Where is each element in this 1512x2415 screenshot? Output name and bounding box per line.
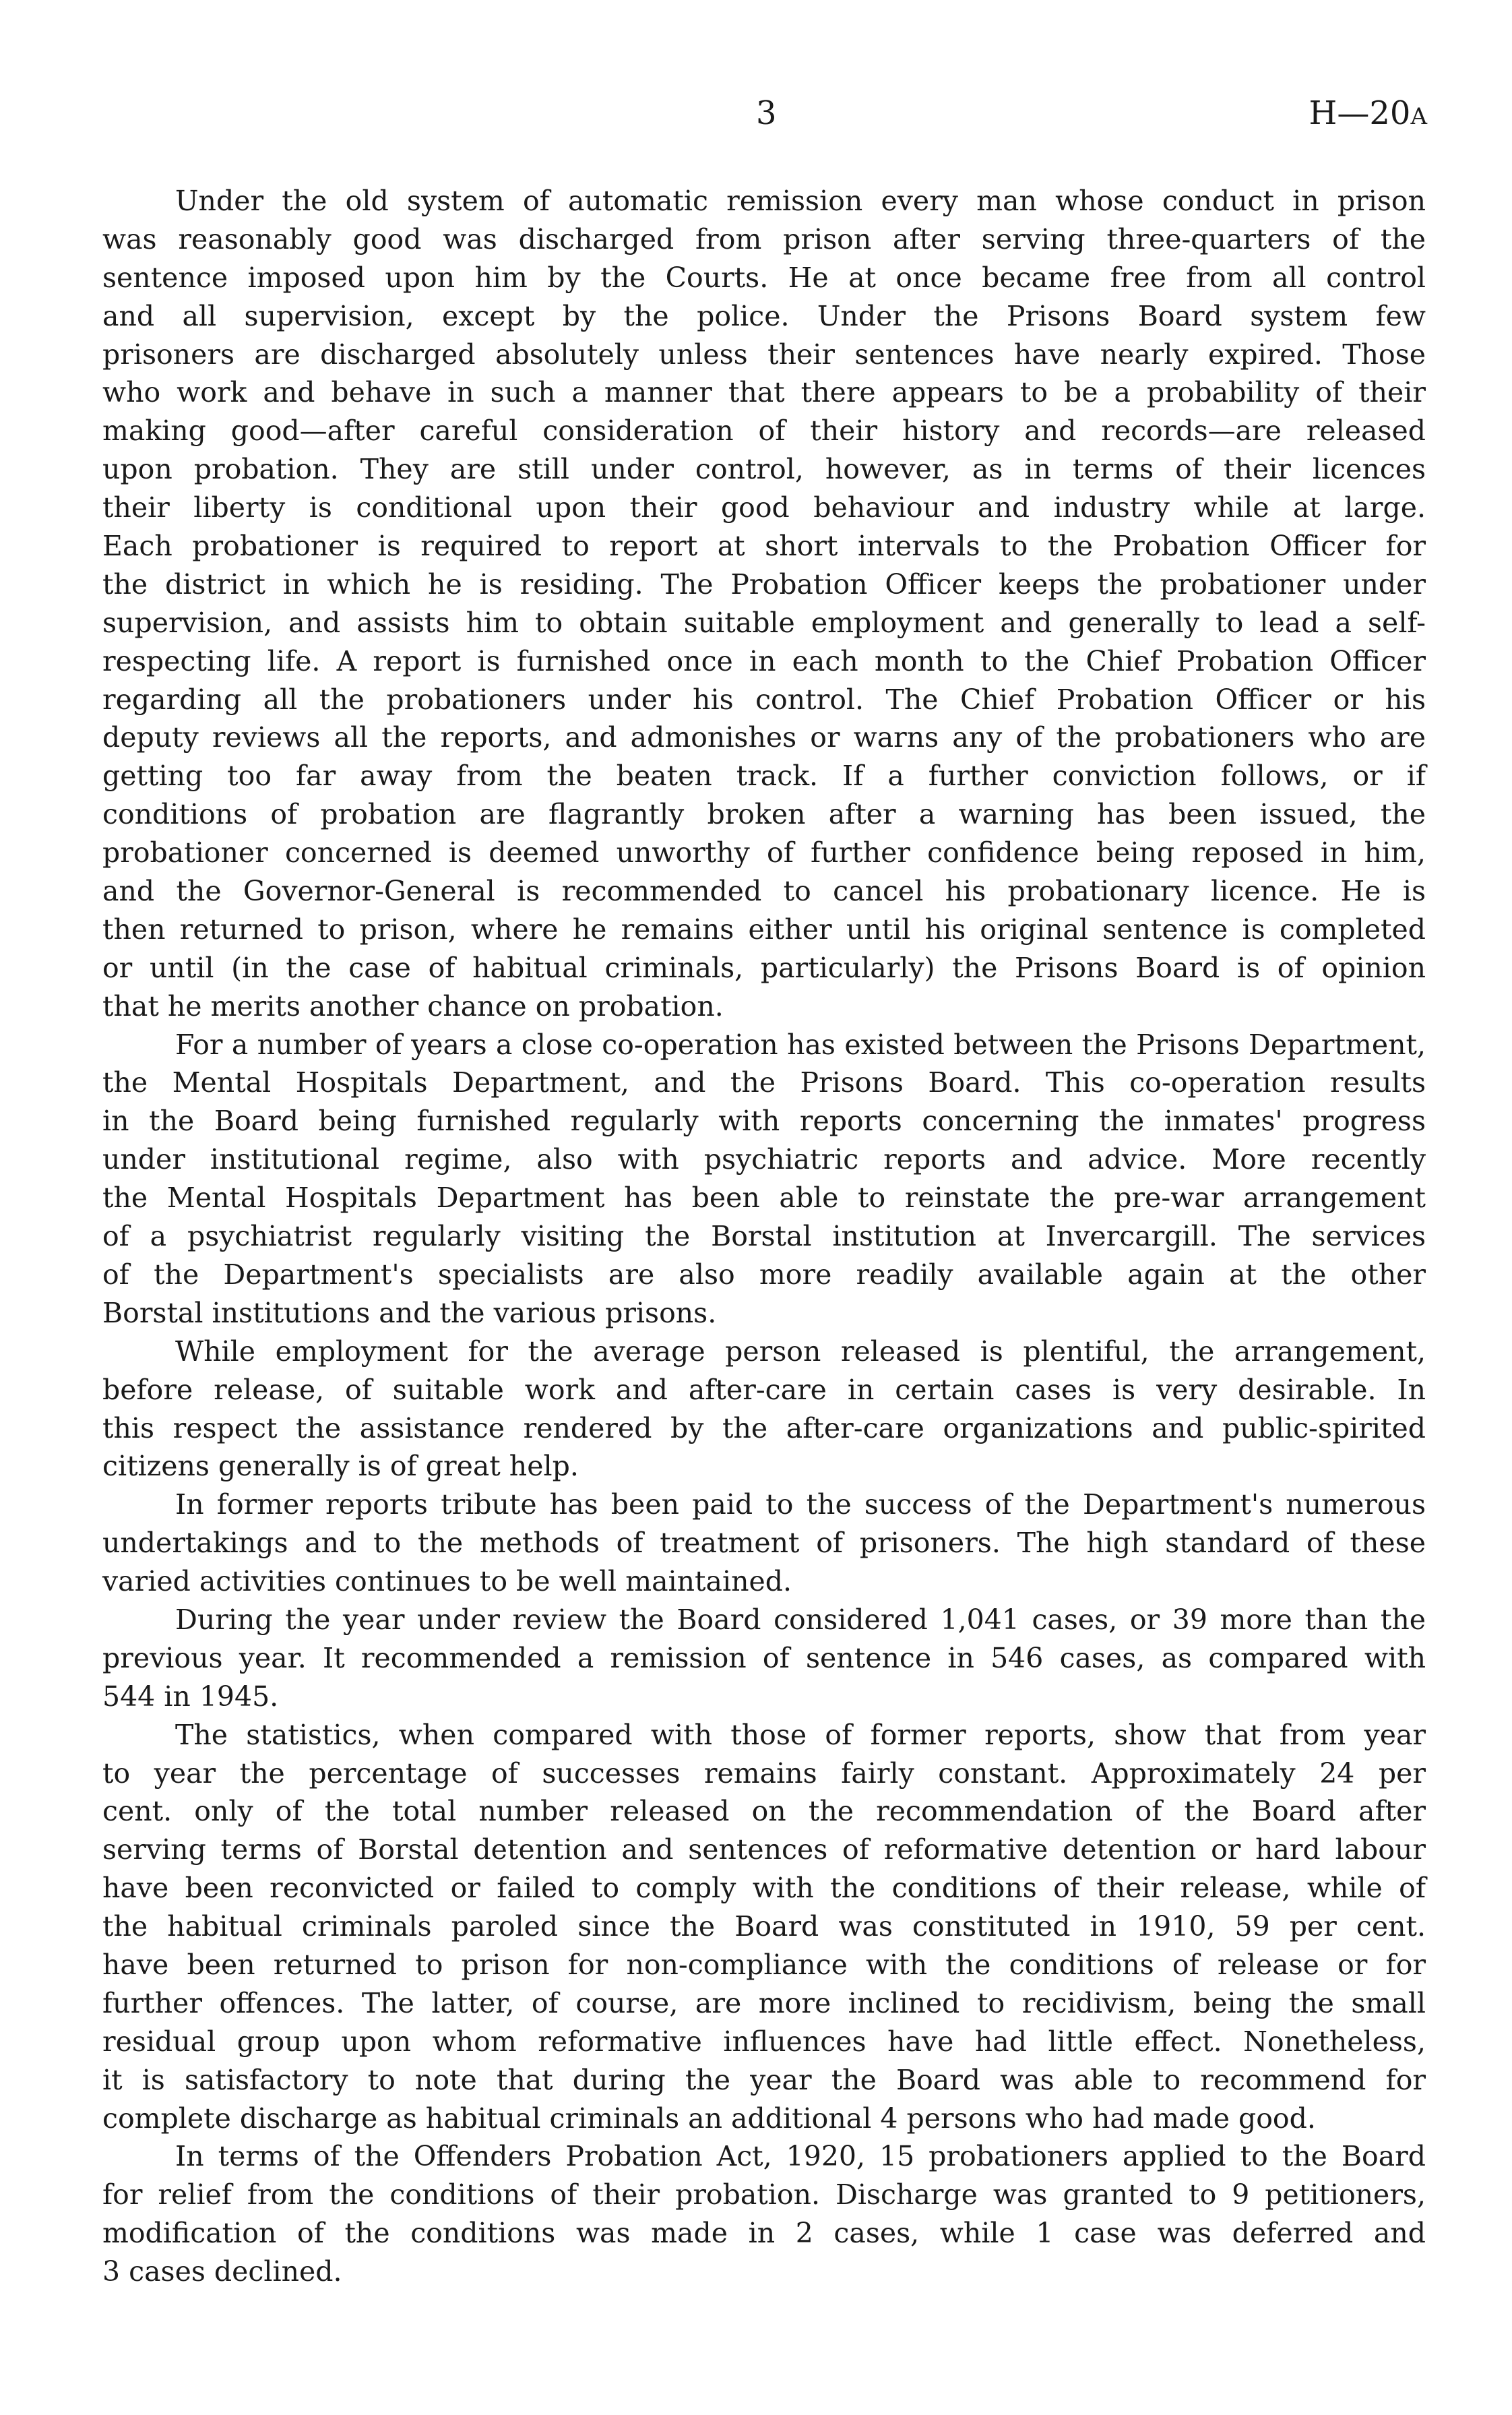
text-line: respecting life. A report is furnished once in each month to the Chief Probation Officer bbox=[102, 644, 1426, 677]
text-line: Each probationer is required to report at short intervals to the Probation Officer for bbox=[102, 530, 1426, 563]
text-line: under institutional regime, also with psychiatric reports and advice. More recently bbox=[102, 1143, 1426, 1176]
text-line: before release, of suitable work and after-care in certain cases is very desirable. In bbox=[102, 1373, 1426, 1406]
text-line: for relief from the conditions of their probation. Discharge was granted to 9 petitioners, bbox=[102, 2178, 1426, 2211]
text-line: that he merits another chance on probation. bbox=[102, 989, 724, 1022]
text-line: Borstal institutions and the various prisons. bbox=[102, 1296, 717, 1329]
page-number: 3 bbox=[756, 94, 777, 132]
text-line: 544 in 1945. bbox=[102, 1680, 279, 1713]
text-line: Under the old system of automatic remission every man whose conduct in prison bbox=[175, 185, 1426, 217]
text-line: further offences. The latter, of course, are more inclined to recidivism, being the small bbox=[102, 1986, 1426, 2019]
text-line: was reasonably good was discharged from prison after serving three-quarters of the bbox=[102, 222, 1426, 255]
text-line: serving terms of Borstal detention and sentences of reformative detention or hard labour bbox=[102, 1833, 1426, 1866]
paragraph bbox=[102, 2137, 1426, 2291]
text-line: complete discharge as habitual criminals an additional 4 persons who had made good. bbox=[102, 2102, 1316, 2135]
paragraph bbox=[102, 1026, 1426, 1333]
text-line: of a psychiatrist regularly visiting the Borstal institution at Invercargill. The services bbox=[102, 1220, 1426, 1253]
text-line: prisoners are discharged absolutely unless their sentences have nearly expired. Those bbox=[102, 338, 1426, 371]
text-line: undertakings and to the methods of treatment of prisoners. The high standard of these bbox=[102, 1527, 1426, 1560]
text-line: then returned to prison, where he remains either until his original sentence is completed bbox=[102, 913, 1426, 946]
text-line: have been returned to prison for non-compliance with the conditions of release or for bbox=[102, 1948, 1426, 1981]
text-line: it is satisfactory to note that during the year the Board was able to recommend for bbox=[102, 2063, 1426, 2096]
text-line: For a number of years a close co-operation has existed between the Prisons Department, bbox=[175, 1028, 1426, 1061]
text-line: probationer concerned is deemed unworthy of further confidence being reposed in him, bbox=[102, 836, 1426, 869]
reference-main: H—20 bbox=[1309, 94, 1411, 132]
text-line: In terms of the Offenders Probation Act, 1920, 15 probationers applied to the Board bbox=[175, 2140, 1426, 2173]
paragraph bbox=[102, 1601, 1426, 1716]
text-line: residual group upon whom reformative influences have had little effect. Nonetheless, bbox=[102, 2025, 1426, 2058]
text-line: and the Governor-General is recommended to cancel his probationary licence. He is bbox=[102, 875, 1426, 908]
text-line: making good—after careful consideration of their history and records—are released bbox=[102, 415, 1426, 448]
paragraph bbox=[102, 1716, 1426, 2138]
text-line: conditions of probation are flagrantly broken after a warning has been issued, the bbox=[102, 798, 1426, 831]
text-line: their liberty is conditional upon their good behaviour and industry while at large. bbox=[102, 491, 1426, 524]
text-line: this respect the assistance rendered by the after-care organizations and public-spirited bbox=[102, 1411, 1426, 1444]
text-line: getting too far away from the beaten track. If a further conviction follows, or if bbox=[102, 760, 1426, 793]
text-line: deputy reviews all the reports, and admonishes or warns any of the probationers who are bbox=[102, 721, 1426, 754]
paragraph bbox=[102, 182, 1426, 1026]
text-line: upon probation. They are still under control, however, as in terms of their licences bbox=[102, 453, 1426, 486]
reference-suffix: A bbox=[1410, 103, 1427, 130]
text-line: regarding all the probationers under his control. The Chief Probation Officer or his bbox=[102, 683, 1426, 716]
text-line: citizens generally is of great help. bbox=[102, 1450, 579, 1483]
text-line: the habitual criminals paroled since the Board was constituted in 1910, 59 per cent. bbox=[102, 1910, 1426, 1943]
text-line: sentence imposed upon him by the Courts. He at once became free from all control bbox=[102, 261, 1426, 294]
text-line: modification of the conditions was made in 2 cases, while 1 case was deferred and bbox=[102, 2217, 1426, 2250]
text-line: While employment for the average person released is plentiful, the arrangement, bbox=[175, 1335, 1426, 1368]
text-line: in the Board being furnished regularly with reports concerning the inmates' progress bbox=[102, 1105, 1426, 1138]
text-line: the district in which he is residing. The Probation Officer keeps the probationer under bbox=[102, 568, 1426, 601]
text-line: The statistics, when compared with those of former reports, show that from year bbox=[175, 1718, 1426, 1751]
document-body bbox=[102, 182, 1426, 2291]
text-line: 3 cases declined. bbox=[102, 2255, 342, 2288]
paragraph bbox=[102, 1486, 1426, 1601]
text-line: previous year. It recommended a remission of sentence in 546 cases, as compared with bbox=[102, 1641, 1426, 1674]
text-line: or until (in the case of habitual criminals, particularly) the Prisons Board is of opinion bbox=[102, 951, 1426, 984]
text-line: supervision, and assists him to obtain suitable employment and generally to lead a self- bbox=[102, 606, 1426, 639]
text-line: varied activities continues to be well maintained. bbox=[102, 1565, 792, 1598]
text-line: have been reconvicted or failed to comply with the conditions of their release, while of bbox=[102, 1872, 1426, 1905]
paragraph bbox=[102, 1333, 1426, 1486]
text-line: During the year under review the Board considered 1,041 cases, or 39 more than the bbox=[175, 1603, 1426, 1636]
text-line: cent. only of the total number released on the recommendation of the Board after bbox=[102, 1795, 1426, 1828]
document-reference bbox=[1309, 94, 1428, 132]
text-line: and all supervision, except by the police. Under the Prisons Board system few bbox=[102, 299, 1426, 332]
text-line: to year the percentage of successes remains fairly constant. Approximately 24 per bbox=[102, 1756, 1426, 1790]
text-line: In former reports tribute has been paid to the success of the Department's numerous bbox=[175, 1488, 1426, 1521]
text-line: of the Department's specialists are also more readily available again at the other bbox=[102, 1258, 1426, 1291]
text-line: the Mental Hospitals Department has been able to reinstate the pre-war arrangement bbox=[102, 1182, 1426, 1215]
text-line: the Mental Hospitals Department, and the Prisons Board. This co-operation results bbox=[102, 1066, 1426, 1099]
text-line: who work and behave in such a manner that there appears to be a probability of their bbox=[102, 376, 1426, 409]
